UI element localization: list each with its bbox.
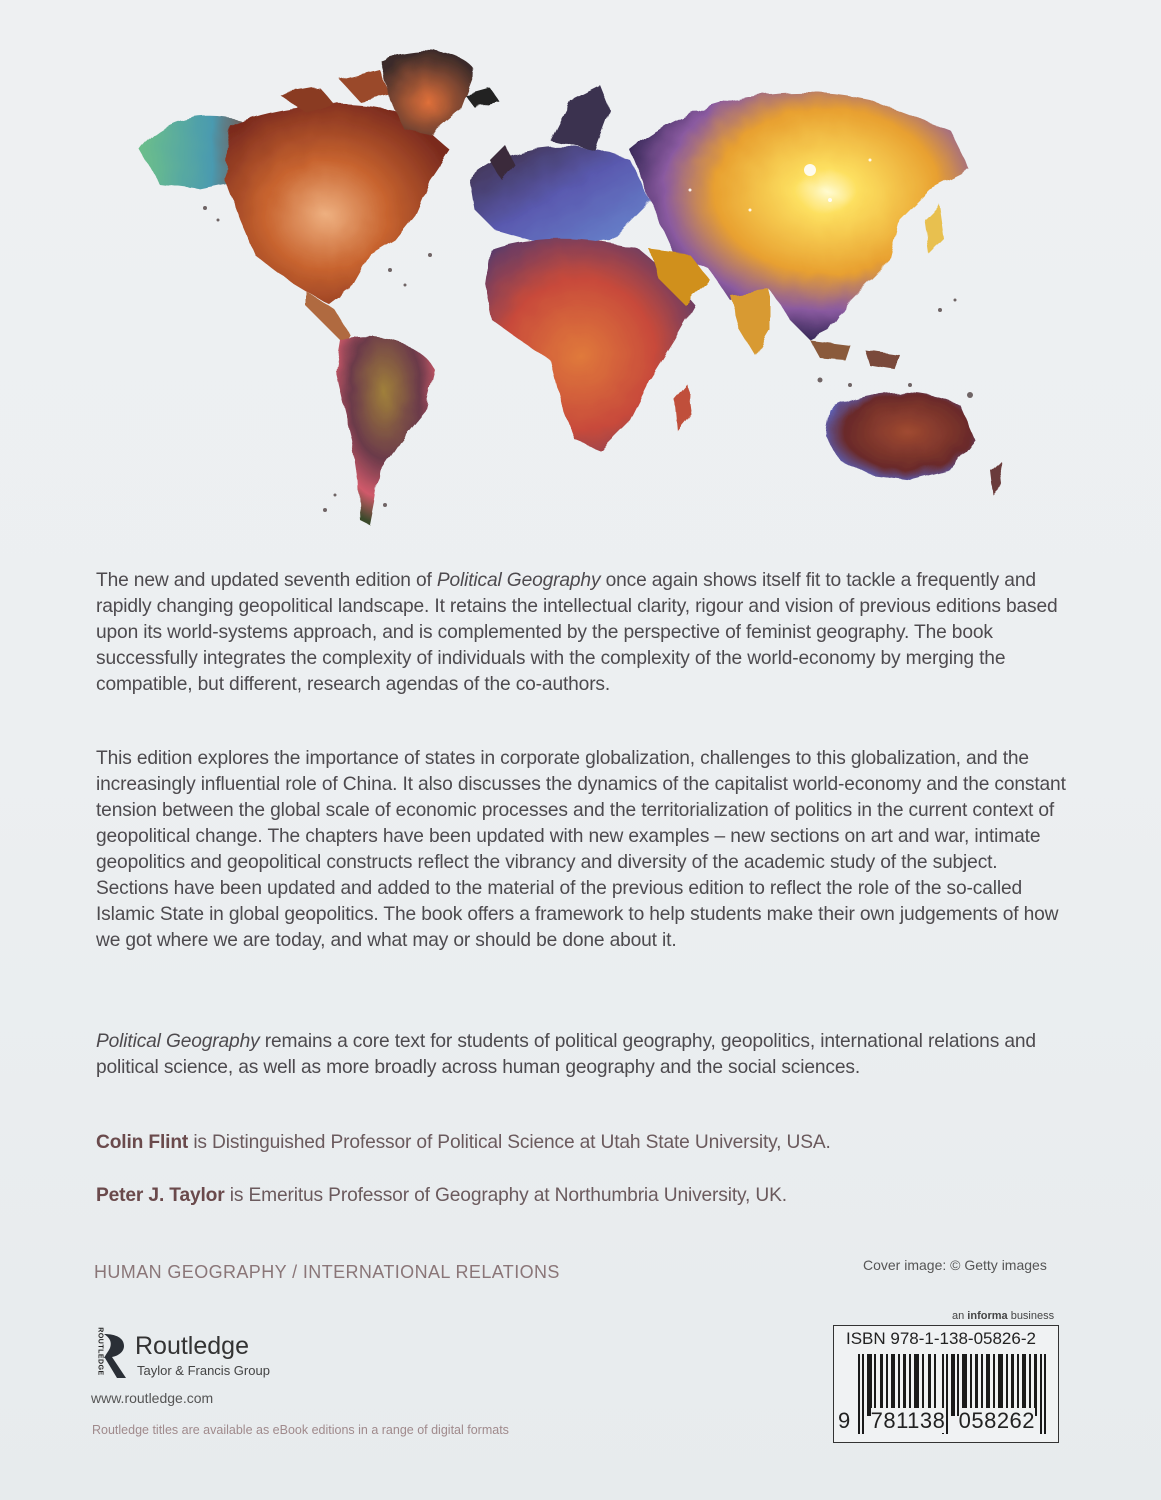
ebook-availability-note: Routledge titles are available as eBook editions in a range of digital formats — [92, 1423, 509, 1437]
author-name: Peter J. Taylor — [96, 1185, 225, 1206]
author-bio-text: is Emeritus Professor of Geography at Northumbria University, UK. — [224, 1185, 787, 1206]
description-p2-text: This edition explores the importance of states in corporate globalization, challenges to this globalization, and the increasingly influential role of China. It also discusses the dynamics of the capitalist world-economy and the constant tension between the global scale of economic processes and the territorialization of politics in the current context of geopolitical change. The chapters have been updated with new examples – new sections on art and war, intimate geopolitics and geopolitical constructs reflect the vibrancy and diversity of the academic study of the subject. Sections have been updated and added to the material of the previous edition to reflect the role of the so-called Islamic State in global geopolitics. The book offers a framework to help students make their own judgements of how we got where we are today, and what may or should be done about it. — [96, 748, 1066, 951]
publisher-group: Taylor & Francis Group — [137, 1363, 270, 1378]
description-p1-text-cont: once again shows itself fit to tackle a frequently and rapidly changing geopolitical landscape. It retains the intellectual clarity, rigour and vision of previous editions based upon its world-systems approach, and is complemented by the perspective of feminist geography. The book successfully integrates the complexity of individuals with the complexity of the world-economy by merging the compatible, but different, research agendas of the co-authors. — [96, 570, 1058, 695]
author-bio-colin-flint — [96, 1132, 831, 1154]
world-map-illustration — [130, 40, 1010, 540]
barcode-digits: 9 781138 058262 — [838, 1408, 1036, 1433]
description-paragraph-3 — [96, 1029, 1071, 1081]
description-p3-text: remains a core text for students of political geography, geopolitics, international relations and political science, as well as more broadly across human geography and the social sciences. — [96, 1031, 1036, 1078]
description-p1-text: The new and updated seventh edition of — [96, 570, 437, 591]
subject-category: HUMAN GEOGRAPHY / INTERNATIONAL RELATIONS — [94, 1262, 560, 1282]
routledge-vertical-mark: ROUTLEDGE — [96, 1327, 104, 1376]
book-title-italic: Political Geography — [436, 570, 601, 591]
author-bio-peter-taylor — [96, 1185, 787, 1207]
description-paragraph-2 — [96, 746, 1071, 954]
isbn-label: ISBN 978-1-138-05826-2 — [846, 1329, 1036, 1348]
cover-image-credit: Cover image: © Getty images — [863, 1257, 1047, 1273]
book-title-italic: Political Geography — [96, 1031, 260, 1052]
routledge-logo — [90, 1327, 310, 1384]
author-name: Colin Flint — [96, 1132, 189, 1153]
author-bio-text: is Distinguished Professor of Political Science at Utah State University, USA. — [188, 1132, 831, 1153]
isbn-barcode — [833, 1325, 1059, 1443]
publisher-name: Routledge — [135, 1332, 249, 1360]
description-paragraph-1 — [96, 568, 1071, 698]
informa-business-label: an informa business — [952, 1310, 1055, 1322]
publisher-website[interactable]: www.routledge.com — [91, 1390, 214, 1406]
